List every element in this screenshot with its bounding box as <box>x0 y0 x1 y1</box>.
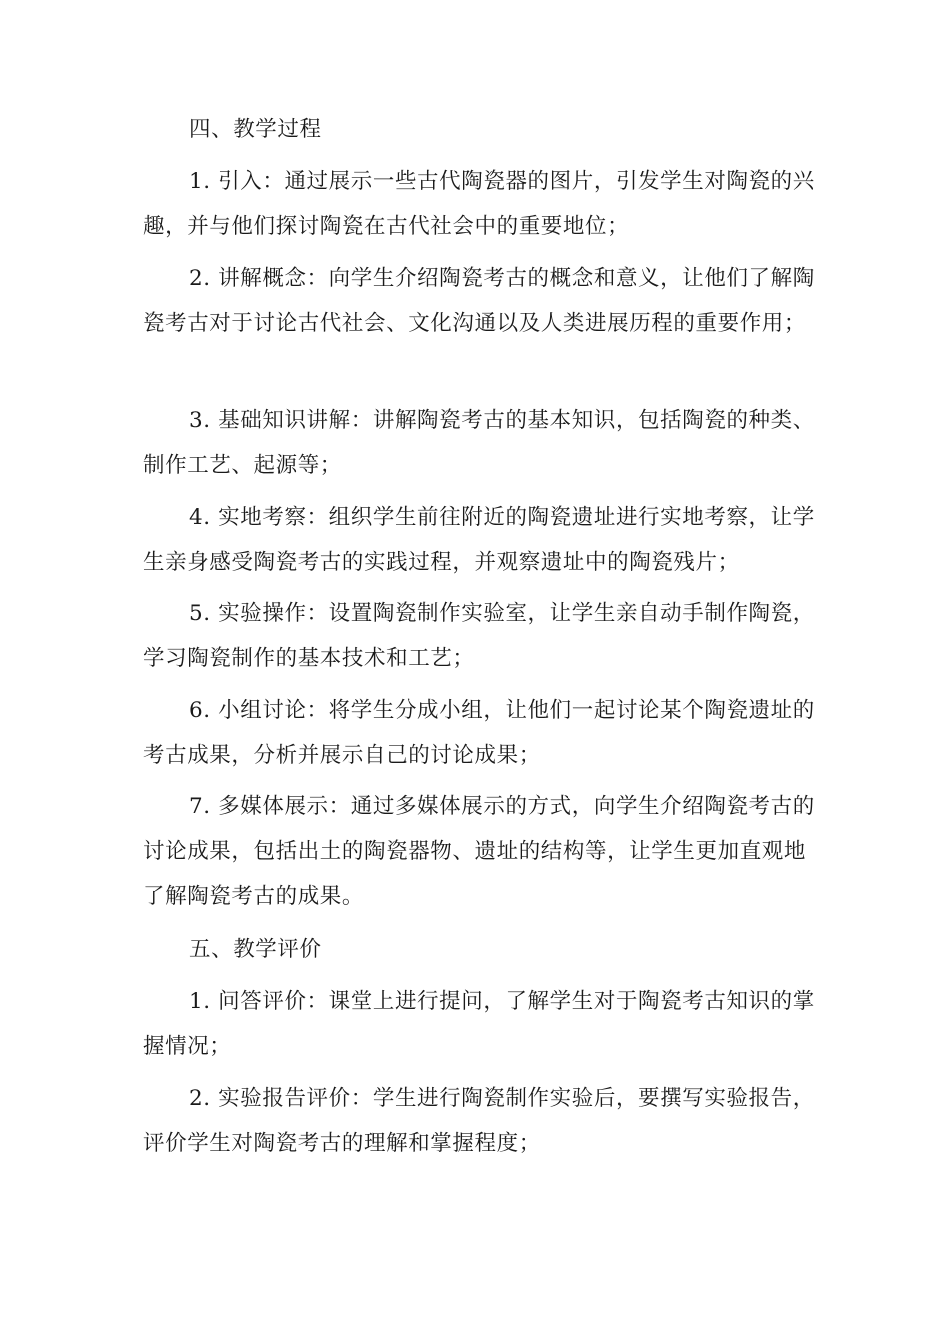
list-item-concept-explanation: 2. 讲解概念：向学生介绍陶瓷考古的概念和意义，让他们了解陶瓷考古对于讨论古代社会、文化沟通以及人类进展历程的重要作用； <box>143 266 815 336</box>
list-item-experiment: 5. 实验操作：设置陶瓷制作实验室，让学生亲自动手制作陶瓷，学习陶瓷制作的基本技术和工艺； <box>143 601 815 671</box>
section-heading-teaching-evaluation: 五、教学评价 <box>189 937 322 962</box>
list-item-group-discussion: 6. 小组讨论：将学生分成小组，让他们一起讨论某个陶瓷遗址的考古成果，分析并展示自己的讨论成果； <box>143 698 815 768</box>
list-item-multimedia: 7. 多媒体展示：通过多媒体展示的方式，向学生介绍陶瓷考古的讨论成果，包括出土的陶瓷器物、遗址的结构等，让学生更加直观地了解陶瓷考古的成果。 <box>143 794 815 909</box>
list-item-basic-knowledge: 3. 基础知识讲解：讲解陶瓷考古的基本知识，包括陶瓷的种类、制作工艺、起源等； <box>143 408 815 478</box>
section-heading-teaching-process: 四、教学过程 <box>189 117 322 142</box>
list-item-qa-evaluation: 1. 问答评价：课堂上进行提问，了解学生对于陶瓷考古知识的掌握情况； <box>143 989 815 1059</box>
list-item-introduction: 1. 引入：通过展示一些古代陶瓷器的图片，引发学生对陶瓷的兴趣，并与他们探讨陶瓷在古代社会中的重要地位； <box>143 169 815 239</box>
list-item-field-visit: 4. 实地考察：组织学生前往附近的陶瓷遗址进行实地考察，让学生亲身感受陶瓷考古的实践过程，并观察遗址中的陶瓷残片； <box>143 505 815 575</box>
list-item-report-evaluation: 2. 实验报告评价：学生进行陶瓷制作实验后，要撰写实验报告，评价学生对陶瓷考古的理解和掌握程度； <box>143 1086 815 1156</box>
